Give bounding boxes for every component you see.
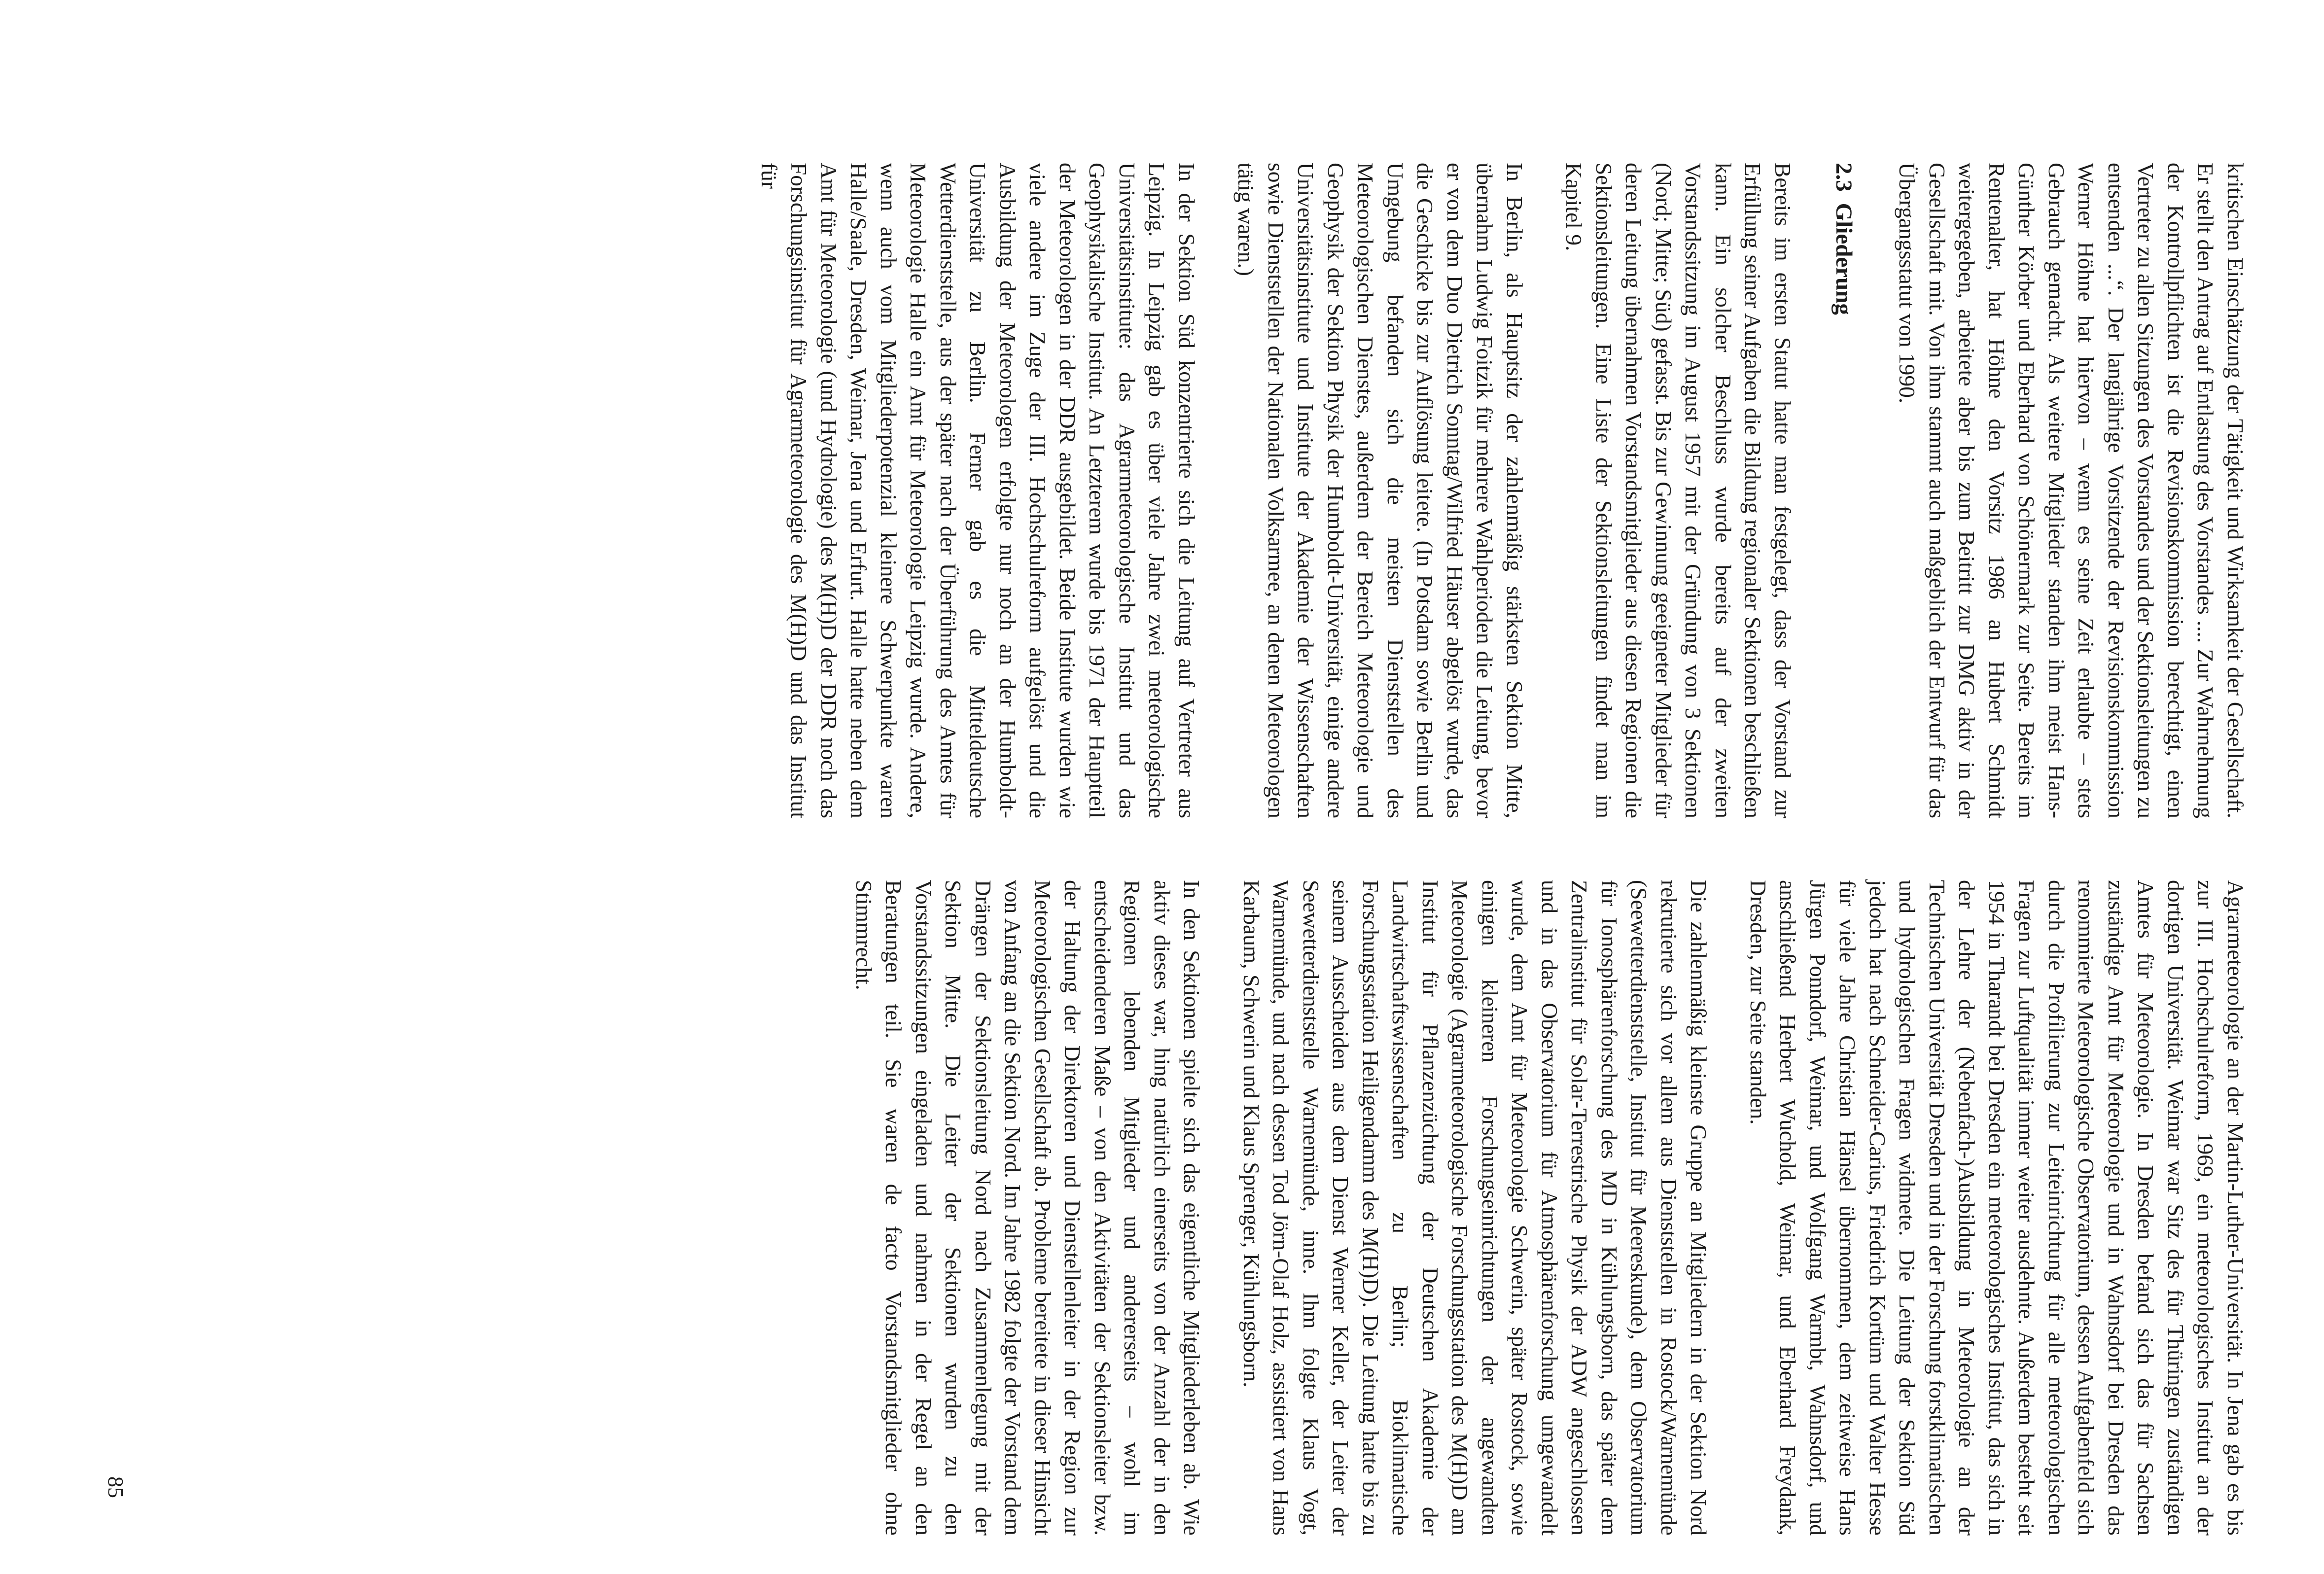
paragraph: Die zahlenmäßig kleinste Gruppe an Mitgliedern in der Sektion Nord rekrutierte sich vor allem aus Dienststellen in Rostock/Warnemünde (Seewetterdienststelle, Institut für Meereskunde), dem Observatorium für Ionosphärenforschung des MD in Kühlungsborn, das später dem Zentralinstitut für Solar-Terrestrische Physik der ADW angeschlossen und in das Observatorium für Atmosphärenforschung umgewandelt wurde, dem Amt für Meteorologie Schwerin, später Rostock, sowie einigen kleineren Forschungseinrichtungen der angewandten Meteorologie (Agrarmeteorologische Forschungsstation des M(H)D am Institut für Pflanzenzüchtung der Deutschen Akademie der Landwirtschaftswissenschaften zu Berlin; Bioklimatische Forschungsstation Heiligendamm des M(H)D). Die Leitung hatte bis zu seinem Ausscheiden aus dem Dienst Werner Keller, der Leiter der Seewetterdienststelle Warnemünde, inne. Ihm folgte Klaus Vogt, Warnemünde, und nach dessen Tod Jörn-Olaf Holz, assistiert von Hans Karbaum, Schwerin und Klaus Sprenger, Kühlungsborn.: [1239, 880, 1712, 1536]
paragraph: kritischen Einschätzung der Tätigkeit und Wirksamkeit der Gesellschaft. Er stellt den Antrag auf Entlastung des Vorstandes .... Zur Wahrnehmung der Kontrollpflichten ist die Revisionskommission berechtigt, einen Vertreter zu allen Sitzungen des Vorstandes und der Sektionsleitungen zu entsenden ...“. Der langjährige Vorsitzende der Revisionskommission Werner Höhne hat hiervon – wenn es seine Zeit erlaubte – stets Gebrauch gemacht. Als weitere Mitglieder standen ihm meist Hans-Günther Körber und Eberhard von Schönermark zur Seite. Bereits im Rentenalter, hat Höhne den Vorsitz 1986 an Hubert Schmidt weitergegeben, arbeitete aber bis zum Beitritt zur DMG aktiv in der Gesellschaft mit. Von ihm stammt auch maßgeblich der Entwurf für das Übergangsstatut von 1990.: [1895, 163, 2248, 818]
left-text-column: [754, 163, 2251, 818]
paragraph: In Berlin, als Hauptsitz der zahlenmäßig stärksten Sektion Mitte, übernahm Ludwig Foitzik für mehrere Wahlperioden die Leitung, bevor er von dem Duo Dietrich Sonntag/Wilfried Häuser abgelöst wurde, das die Geschicke bis zur Auflösung leitete. (In Potsdam sowie Berlin und Umgebung befanden sich die meisten Dienststellen des Meteorologischen Dienstes, außerdem der Bereich Meteorologie und Geophysik der Sektion Physik der Humboldt-Universität, einige andere Universitätsinstitute und Institute der Akademie der Wissenschaften sowie Dienststellen der Nationalen Volksarmee, an denen Meteorologen tätig waren.): [1233, 163, 1527, 818]
paragraph: In den Sektionen spielte sich das eigentliche Mitgliederleben ab. Wie aktiv dieses war, hing natürlich einerseits von der Anzahl der in den Regionen lebenden Mitglieder und andererseits – wohl im entscheidenderen Maße – von den Aktivitäten der Sektionsleiter bzw. der Haltung der Direktoren und Dienstellenleiter in der Region zur Meteorologischen Gesellschaft ab. Probleme bereitete in dieser Hinsicht von Anfang an die Sektion Nord. Im Jahre 1982 folgte der Vorstand dem Drängen der Sektionsleitung Nord nach Zusammenlegung mit der Sektion Mitte. Die Leiter der Sektionen wurden zu den Vorstandssitzungen eingeladen und nahmen in der Regel an den Beratungen teil. Sie waren de facto Vorstandsmitglieder ohne Stimmrecht.: [851, 880, 1205, 1536]
paragraph: In der Sektion Süd konzentrierte sich die Leitung auf Vertreter aus Leipzig. In Leipzig gab es über viele Jahre zwei meteorologische Universitätsinstitute: das Agrarmeteorologische Institut und das Geophysikalische Institut. An Letzterem wurde bis 1971 der Hauptteil der Meteorologen in der DDR ausgebildet. Beide Institute wurden wie viele andere im Zuge der III. Hochschulreform aufgelöst und die Ausbildung der Meteorologen erfolgte nur noch an der Humboldt-Universität zu Berlin. Ferner gab es die Mitteldeutsche Wetterdienststelle, aus der später nach der Überführung des Amtes für Meteorologie Halle ein Amt für Meteorologie Leipzig wurde. Andere, wenn auch vom Mitgliederpotenzial kleinere Schwerpunkte waren Halle/Saale, Dresden, Weimar, Jena und Erfurt. Halle hatte neben dem Amt für Meteorologie (und Hydrologie) des M(H)D der DDR noch das Forschungsinstitut für Agrarmeteorologie des M(H)D und das Institut für: [757, 163, 1199, 818]
section-title: Gliederung: [1831, 203, 1857, 315]
right-text-column: [849, 880, 2251, 1536]
section-heading: [1829, 163, 1859, 818]
paragraph: Agrarmeteorologie an der Martin-Luther-Universität. In Jena gab es bis zur III. Hochschulreform, 1969, ein meteorologisches Institut an der dortigen Universität. Weimar war Sitz des für Thüringen zuständigen Amtes für Meteorologie. In Dresden befand sich das für Sachsen zuständige Amt für Meteorologie und in Wahnsdorf bei Dresden das renommierte Meteorologische Observatorium, dessen Aufgabenfeld sich durch die Profilierung zur Leiteinrichtung für alle meteorologischen Fragen zur Luftqualität immer weiter ausdehnte. Außerdem besteht seit 1954 in Tharandt bei Dresden ein meteorologisches Institut, das sich in der Lehre der (Nebenfach-)Ausbildung in Meteorologie an der Technischen Universität Dresden und in der Forschung forstklimatischen und hydrologischen Fragen widmete. Die Leitung der Sektion Süd jedoch hat nach Schneider-Carius, Friedrich Kortüm und Walter Hesse für viele Jahre Christian Hänsel übernommen, dem zeitweise Hans Jürgen Ponndorf, Weimar, und Wolfgang Warmbt, Wahnsdorf, und anschließend Herbert Wuchold, Weimar, und Eberhard Freydank, Dresden, zur Seite standen.: [1746, 880, 2248, 1536]
paragraph: Bereits im ersten Statut hatte man festgelegt, dass der Vorstand zur Erfüllung seiner Aufgaben die Bildung regionaler Sektionen beschließen kann. Ein solcher Beschluss wurde bereits auf der zweiten Vorstandssitzung im August 1957 mit der Gründung von 3 Sektionen (Nord; Mitte; Süd) gefasst. Bis zur Gewinnung geeigneter Mitglieder für deren Leitung übernahmen Vorstandsmitglieder aus diesen Regionen die Sektionsleitungen. Eine Liste der Sektionsleitungen findet man im Kapitel 9.: [1561, 163, 1796, 818]
section-number: 2.3: [1831, 163, 1857, 192]
page-number: 85: [104, 1476, 128, 1498]
